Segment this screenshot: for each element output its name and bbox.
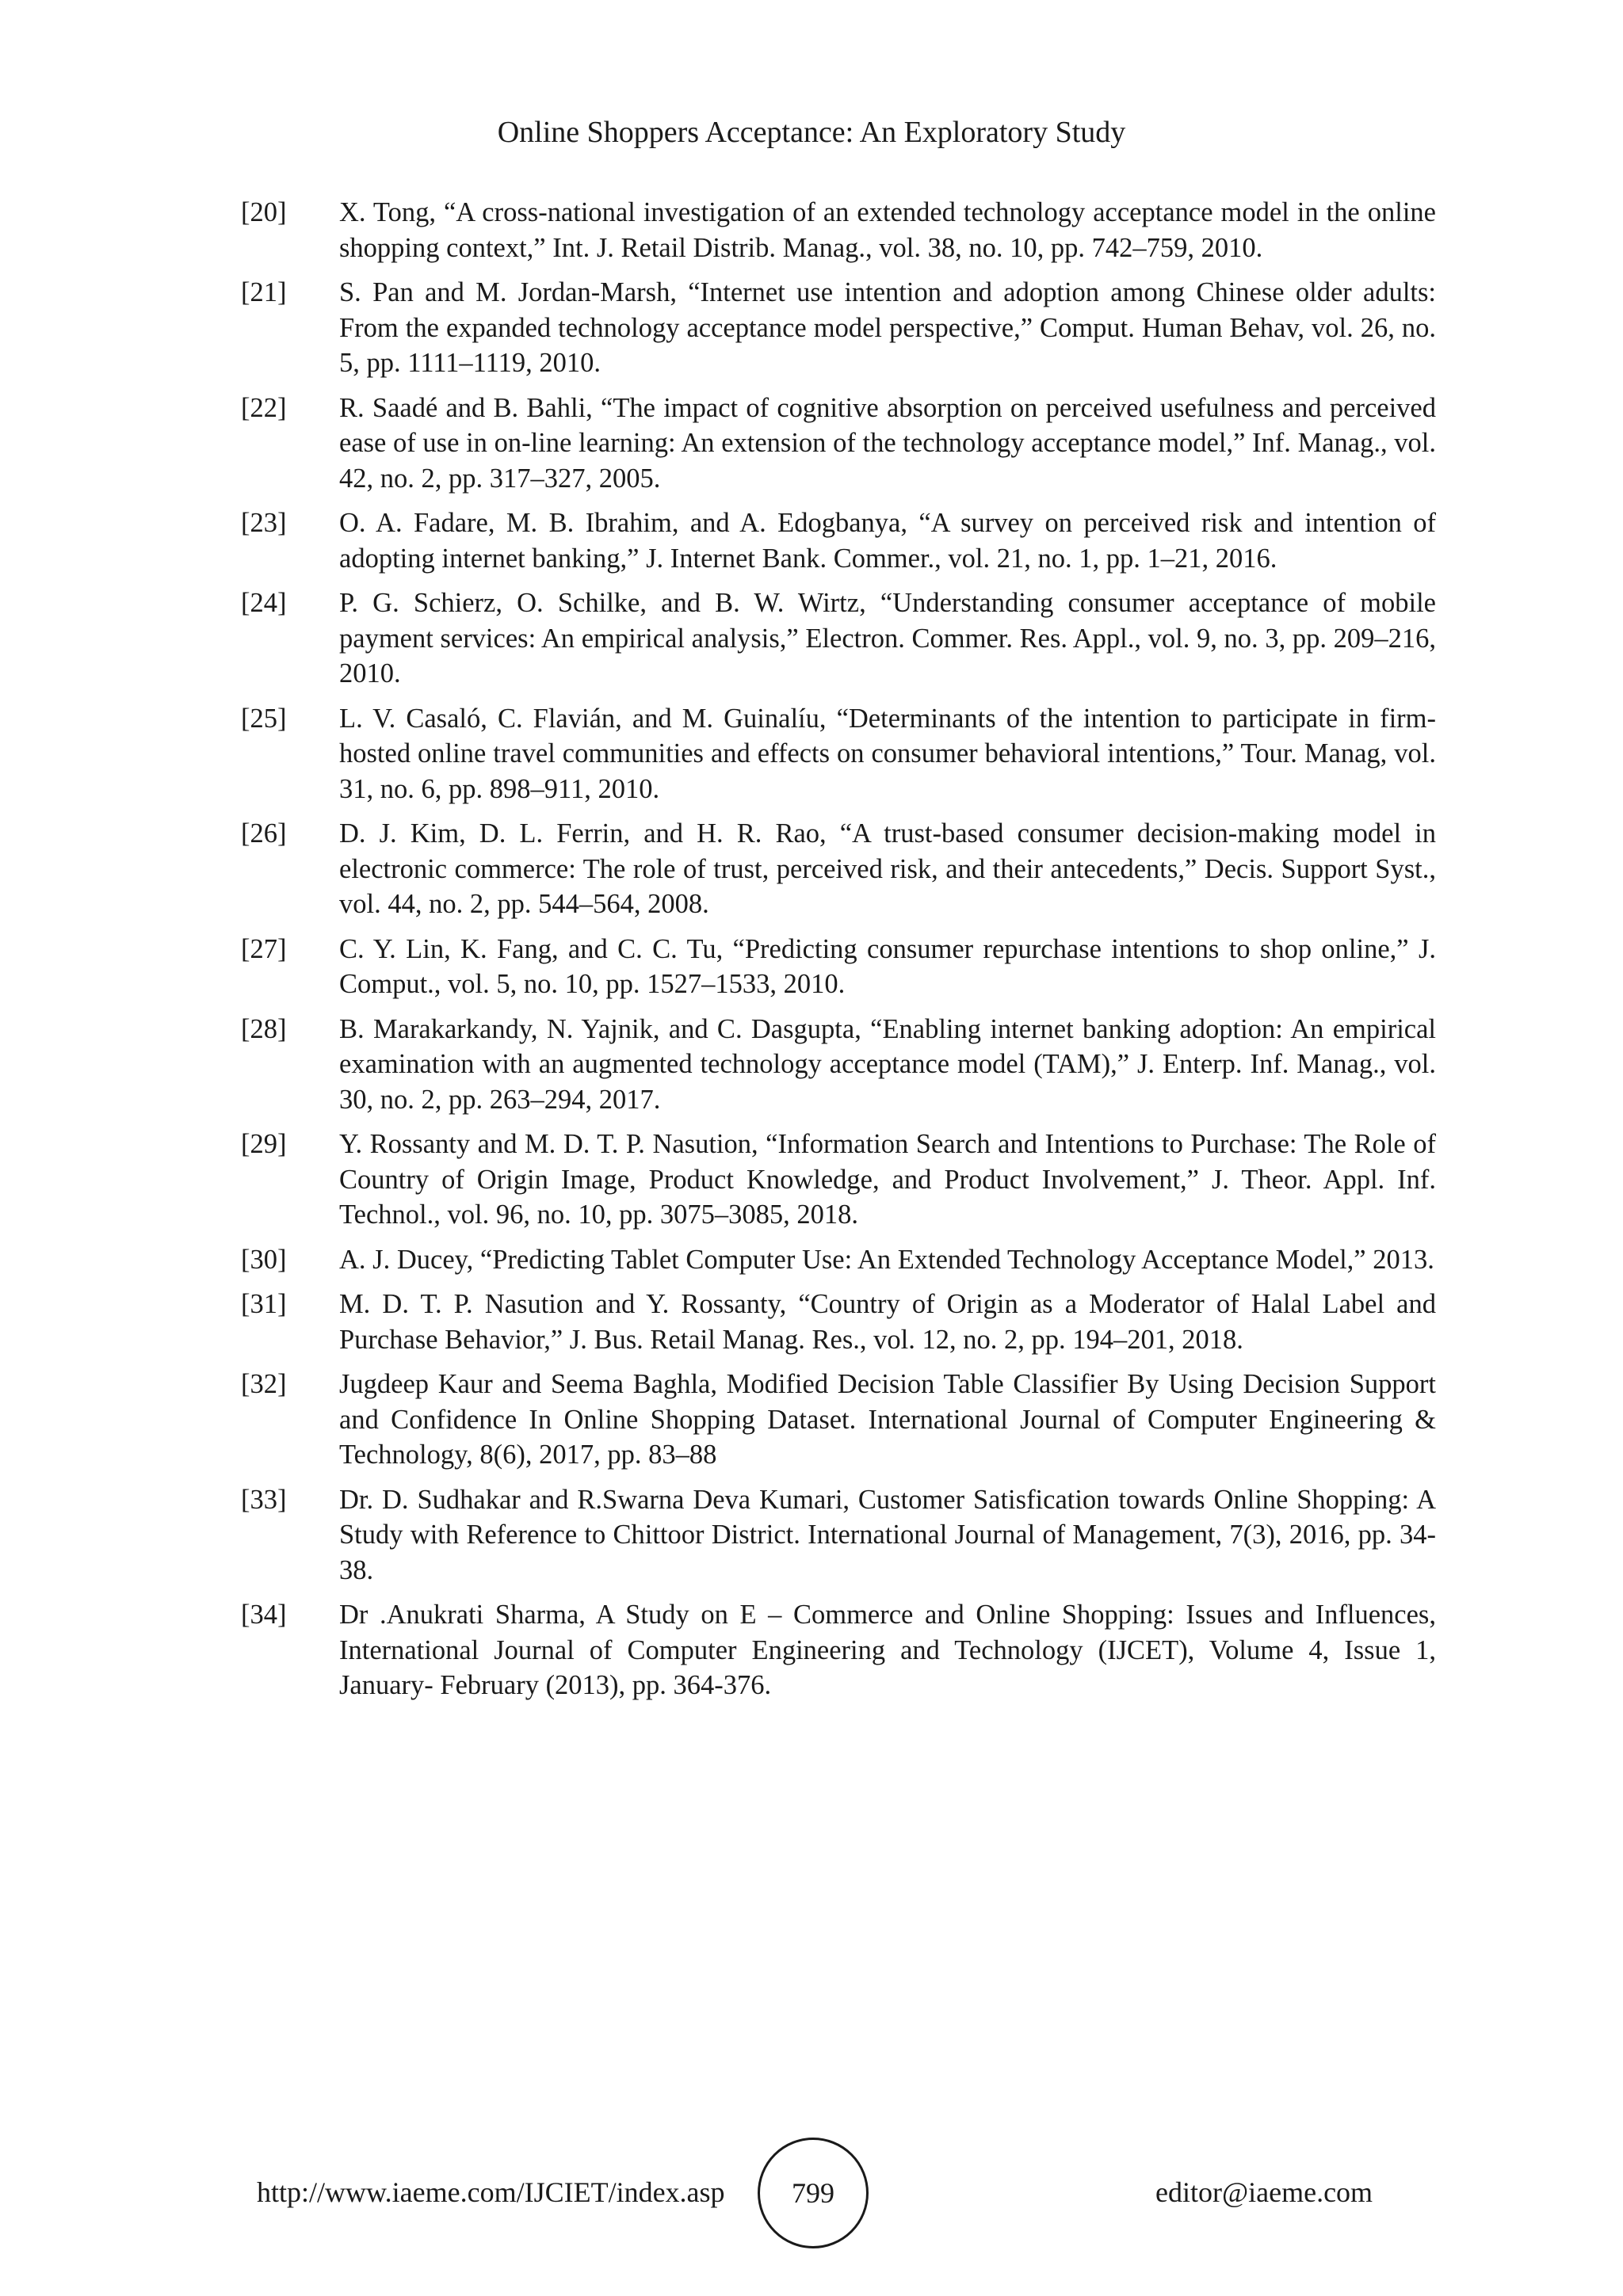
reference-entry — [241, 1287, 1436, 1357]
reference-text: X. Tong, “A cross-national investigation of an extended technology acceptance model in the online shopping context,” Int. J. Retail Distrib. Manag., vol. 38, no. 10, pp. 742–759, 2010. — [339, 197, 1436, 263]
reference-entry — [241, 391, 1436, 497]
reference-entry — [241, 816, 1436, 922]
reference-number: [26] — [241, 818, 287, 849]
reference-number: [23] — [241, 508, 287, 538]
reference-text: R. Saadé and B. Bahli, “The impact of cognitive absorption on perceived usefulness and perceived ease of use in on-line learning: An extension of the technology acceptance model,” Inf. Manag., vol. 42, no. 2, pp. 317–327, 2005. — [339, 392, 1436, 494]
reference-entry — [241, 505, 1436, 576]
reference-text: Dr. D. Sudhakar and R.Swarna Deva Kumari, Customer Satisfication towards Online Shopping: A Study with Reference to Chittoor District. International Journal of Management, 7(3), 2016, pp. 34-38. — [339, 1484, 1436, 1585]
reference-entry — [241, 1242, 1436, 1278]
reference-number: [25] — [241, 703, 287, 734]
reference-text: Jugdeep Kaur and Seema Baghla, Modified Decision Table Classifier By Using Decision Support and Confidence In Online Shopping Dataset. International Journal of Computer Engineering & Technology, 8(6), 2017, pp. 83–88 — [339, 1369, 1436, 1470]
reference-entry — [241, 1012, 1436, 1118]
reference-text: P. G. Schierz, O. Schilke, and B. W. Wirtz, “Understanding consumer acceptance of mobile payment services: An empirical analysis,” Electron. Commer. Res. Appl., vol. 9, no. 3, pp. 209–216, 2010. — [339, 588, 1436, 688]
reference-number: [27] — [241, 933, 287, 964]
reference-text: M. D. T. P. Nasution and Y. Rossanty, “Country of Origin as a Moderator of Halal Label and Purchase Behavior,” J. Bus. Retail Manag. Res., vol. 12, no. 2, pp. 194–201, 2018. — [339, 1289, 1436, 1355]
journal-url: http://www.iaeme.com/IJCIET/index.asp — [257, 2176, 725, 2208]
reference-text: Dr .Anukrati Sharma, A Study on E – Commerce and Online Shopping: Issues and Influences, International Journal of Computer Engineering and Technology (IJCET), Volume 4, Issue 1, January- February (2013), pp. 364-376. — [339, 1600, 1436, 1700]
reference-number: [32] — [241, 1369, 287, 1399]
reference-text: L. V. Casaló, C. Flavián, and M. Guinalíu, “Determinants of the intention to participate in firm-hosted online travel communities and effects on consumer behavioral intentions,” Tour. Manag, vol. 31, no. 6, pp. 898–911, 2010. — [339, 703, 1436, 804]
page-number-circle — [758, 2138, 869, 2248]
reference-number: [29] — [241, 1129, 287, 1159]
reference-number: [33] — [241, 1484, 287, 1515]
reference-number: [20] — [241, 197, 287, 227]
editor-email: editor@iaeme.com — [1155, 2176, 1373, 2208]
reference-entry — [241, 932, 1436, 1002]
reference-number: [34] — [241, 1600, 287, 1630]
reference-number: [22] — [241, 392, 287, 423]
reference-entry — [241, 1127, 1436, 1233]
reference-entry — [241, 1367, 1436, 1473]
reference-text: B. Marakarkandy, N. Yajnik, and C. Dasgupta, “Enabling internet banking adoption: An empirical examination with an augmented technology acceptance model (TAM),” J. Enterp. Inf. Manag., vol. 30, no. 2, pp. 263–294, 2017. — [339, 1013, 1436, 1115]
running-header: Online Shoppers Acceptance: An Exploratory Study — [497, 116, 1126, 149]
reference-text: A. J. Ducey, “Predicting Tablet Computer Use: An Extended Technology Acceptance Model,” 2013. — [339, 1244, 1434, 1275]
page-footer — [0, 2138, 1623, 2256]
reference-entry — [241, 1482, 1436, 1589]
reference-number: [28] — [241, 1013, 287, 1044]
reference-number: [21] — [241, 277, 287, 307]
reference-entry — [241, 275, 1436, 381]
reference-entry — [241, 1597, 1436, 1703]
reference-entry — [241, 195, 1436, 265]
reference-text: D. J. Kim, D. L. Ferrin, and H. R. Rao, “A trust-based consumer decision-making model in electronic commerce: The role of trust, perceived risk, and their antecedents,” Decis. Support Syst., vol. 44, no. 2, pp. 544–564, 2008. — [339, 818, 1436, 919]
reference-list — [241, 195, 1436, 1713]
reference-number: [31] — [241, 1289, 287, 1319]
reference-text: S. Pan and M. Jordan-Marsh, “Internet use intention and adoption among Chinese older adults: From the expanded technology acceptance model perspective,” Comput. Human Behav, vol. 26, no. 5, pp. 1111–1119, 2010. — [339, 277, 1436, 378]
reference-entry — [241, 701, 1436, 807]
reference-entry — [241, 585, 1436, 692]
reference-text: O. A. Fadare, M. B. Ibrahim, and A. Edogbanya, “A survey on perceived risk and intention of adopting internet banking,” J. Internet Bank. Commer., vol. 21, no. 1, pp. 1–21, 2016. — [339, 508, 1436, 574]
reference-number: [24] — [241, 588, 287, 618]
page-number: 799 — [792, 2177, 834, 2209]
reference-text: Y. Rossanty and M. D. T. P. Nasution, “Information Search and Intentions to Purchase: The Role of Country of Origin Image, Product Knowledge, and Product Involvement,” J. Theor. Appl. Inf. Technol., vol. 96, no. 10, pp. 3075–3085, 2018. — [339, 1129, 1436, 1230]
reference-text: C. Y. Lin, K. Fang, and C. C. Tu, “Predicting consumer repurchase intentions to shop online,” J. Comput., vol. 5, no. 10, pp. 1527–1533, 2010. — [339, 933, 1436, 999]
reference-number: [30] — [241, 1244, 287, 1275]
